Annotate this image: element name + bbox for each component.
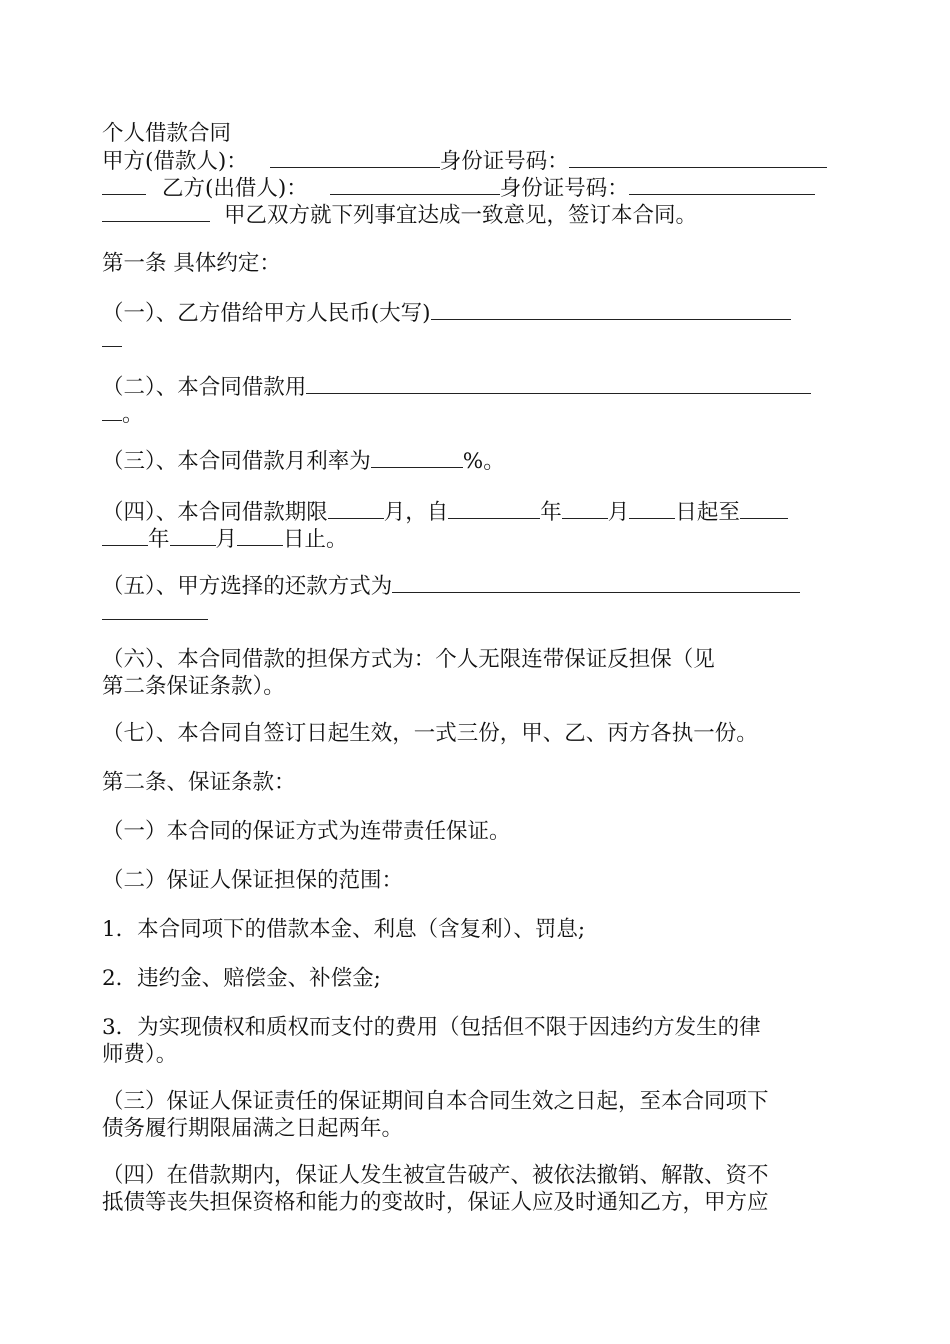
guarantee-2-item-3: 3．为实现债权和质权而支付的费用（包括但不限于因违约方发生的律 <box>102 1015 761 1040</box>
lender-id-blank[interactable] <box>629 174 815 195</box>
article-1-title: 第一条 具体约定： <box>102 251 281 276</box>
document-title: 个人借款合同 <box>102 121 232 146</box>
clause-1-4: （四）、本合同借款期限 月，自 年 月 日起至 <box>102 498 852 525</box>
guarantee-2: （二）保证人保证担保的范围： <box>102 868 404 893</box>
end-month-blank[interactable] <box>170 525 216 546</box>
borrower-id-blank[interactable] <box>569 147 827 168</box>
clause-1-2: （二）、本合同借款用 <box>102 373 852 400</box>
guarantee-2-item-3-cont: 师费）。 <box>102 1042 178 1067</box>
start-month-blank[interactable] <box>562 498 608 519</box>
start-year-blank[interactable] <box>448 498 540 519</box>
clause-1-1-cont <box>102 326 852 353</box>
party-a-line: 甲方(借款人)： 身份证号码： <box>102 147 852 174</box>
guarantee-1: （一）本合同的保证方式为连带责任保证。 <box>102 819 511 844</box>
clause-1-6: （六）、本合同借款的担保方式为：个人无限连带保证反担保（见 <box>102 647 715 672</box>
loan-amount-blank-cont[interactable] <box>102 326 122 347</box>
interest-rate-blank[interactable] <box>371 447 463 468</box>
end-day-blank[interactable] <box>237 525 283 546</box>
clause-1-3: （三）、本合同借款月利率为 %。 <box>102 449 505 474</box>
term-months-blank[interactable] <box>328 498 384 519</box>
clause-1-5-cont <box>102 599 852 626</box>
guarantee-4: （四）在借款期内，保证人发生被宣告破产、被依法撤销、解散、资不 <box>102 1163 769 1188</box>
loan-purpose-blank-cont[interactable] <box>102 400 122 421</box>
party-b-line: 乙方(出借人)： 身份证号码： <box>102 174 852 201</box>
start-day-blank[interactable] <box>629 498 675 519</box>
clause-1-7: （七）、本合同自签订日起生效，一式三份，甲、乙、丙方各执一份。 <box>102 721 758 746</box>
article-2-title: 第二条、保证条款： <box>102 770 296 795</box>
guarantee-3-cont: 债务履行期限届满之日起两年。 <box>102 1116 404 1141</box>
agreement-line: 甲乙双方就下列事宜达成一致意见，签订本合同。 <box>102 201 852 228</box>
guarantee-2-item-2: 2．违约金、赔偿金、补偿金; <box>102 966 381 991</box>
clause-1-4-cont: 年 月 日止。 <box>102 525 852 552</box>
clause-1-2-cont: 。 <box>102 400 852 427</box>
loan-purpose-blank[interactable] <box>306 373 811 394</box>
lender-name-blank[interactable] <box>330 174 500 195</box>
end-year-blank-cont[interactable] <box>102 525 148 546</box>
loan-amount-blank[interactable] <box>431 299 791 320</box>
guarantee-4-cont: 抵债等丧失担保资格和能力的变故时，保证人应及时通知乙方，甲方应 <box>102 1190 769 1215</box>
guarantee-2-item-1: 1．本合同项下的借款本金、利息（含复利）、罚息; <box>102 917 586 942</box>
borrower-id-blank-cont[interactable] <box>102 174 146 195</box>
end-year-blank[interactable] <box>740 498 788 519</box>
clause-1-6-cont: 第二条保证条款）。 <box>102 674 285 699</box>
repayment-method-blank-cont[interactable] <box>102 599 208 620</box>
guarantee-3: （三）保证人保证责任的保证期间自本合同生效之日起，至本合同项下 <box>102 1089 769 1114</box>
lender-id-blank-cont[interactable] <box>102 201 210 222</box>
borrower-name-blank[interactable] <box>270 147 440 168</box>
clause-1-5: （五）、甲方选择的还款方式为 <box>102 572 852 599</box>
clause-1-1: （一）、乙方借给甲方人民币(大写) <box>102 299 852 326</box>
contract-document <box>102 120 852 1216</box>
repayment-method-blank[interactable] <box>392 572 800 593</box>
